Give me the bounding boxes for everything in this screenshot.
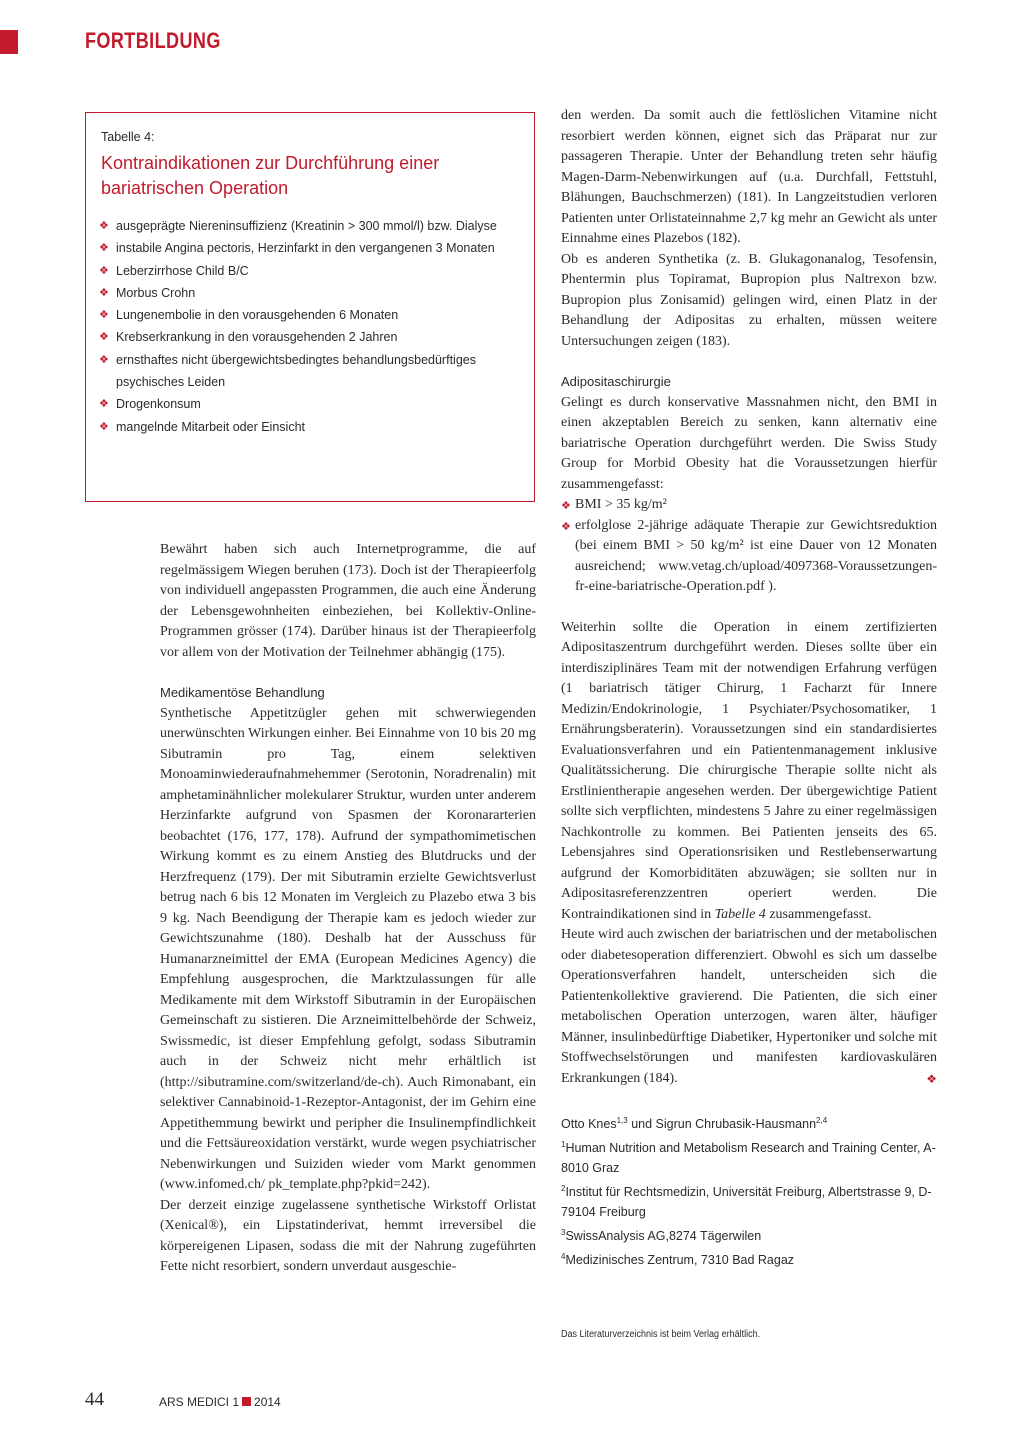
list-item — [561, 495, 937, 516]
subheading: Medikamentöse Behandlung — [160, 685, 325, 700]
paragraph — [561, 925, 937, 1089]
author-name: Otto Knes — [561, 1117, 617, 1132]
author-block — [561, 1111, 937, 1270]
subheading: Adipositaschirurgie — [561, 374, 671, 389]
table-list-item — [99, 260, 519, 282]
journal-year: 2014 — [254, 1395, 281, 1409]
author-names — [561, 1111, 937, 1135]
table-list-item-text: Krebserkrankung in den vorausgehenden 2 Jahren — [116, 330, 398, 345]
affiliation-number: 4 — [561, 1251, 566, 1261]
table-list-item-text: Lungenembolie in den vorausgehenden 6 Monaten — [116, 308, 399, 323]
affiliation-text: Institut für Rechtsmedizin, Universität Freiburg, Albertstrasse 9, D-79104 Freiburg — [561, 1184, 932, 1220]
diamond-bullet-icon: ❖ — [561, 520, 571, 533]
literature-note: Das Literaturverzeichnis ist beim Verlag erhältlich. — [561, 1329, 761, 1340]
page-number: 44 — [85, 1389, 104, 1410]
table-list-item-text: Drogenkonsum — [116, 397, 201, 412]
journal-name: ARS MEDICI 1 — [159, 1395, 240, 1409]
table-list-item-text: mangelnde Mitarbeit oder Einsicht — [116, 419, 305, 434]
affiliation-marker: 2,4 — [816, 1116, 828, 1125]
paragraph-text: zusammengefasst. — [765, 906, 872, 922]
affiliation-number: 2 — [561, 1183, 566, 1193]
diamond-bullet-icon: ❖ — [561, 500, 571, 512]
affiliation-text: Human Nutrition and Metabolism Research and Training Center, A-8010 Graz — [561, 1140, 936, 1176]
table-list-item-text: Leberzirrhose Child B/C — [116, 263, 249, 278]
table-list-item-text: instabile Angina pectoris, Herzinfarkt in den vergangenen 3 Monaten — [116, 241, 495, 256]
affiliation — [561, 1135, 937, 1179]
table-list-item — [99, 416, 519, 438]
table-box — [85, 112, 535, 502]
paragraph: Gelingt es durch konservative Massnahmen nicht, den BMI in einen akzeptablen Bereich zu senken, kann alternativ eine bariatrische Operation durchgeführt werden. Die Swiss Study Group for Morbid Obesity hat die Voraussetzungen hierfür zusammengefasst: — [561, 394, 937, 492]
table-list-item — [99, 237, 519, 259]
diamond-bullet-icon: ❖ — [99, 420, 109, 433]
table-list-item — [99, 393, 519, 415]
diamond-bullet-icon: ❖ — [99, 286, 109, 299]
diamond-bullet-icon: ❖ — [99, 353, 109, 366]
diamond-bullet-icon: ❖ — [99, 220, 109, 232]
table-list-item-text: Morbus Crohn — [116, 285, 196, 300]
paragraph — [561, 618, 937, 926]
list-item-text: erfolglose 2-jährige adäquate Therapie zur Gewichtsreduktion (bei einem BMI > 50 kg/m² ist eine Dauer von 12 Monaten ausreichend; www.vetag.ch/upload/4097368-Voraussetzungen-fr-eine-bariatrische-Operation.pdf ). — [575, 517, 937, 594]
table-reference: Tabelle 4 — [714, 906, 766, 922]
table-list — [99, 215, 519, 438]
affiliation-text: SwissAnalysis AG,8274 Tägerwilen — [565, 1229, 762, 1244]
diamond-bullet-icon: ❖ — [99, 398, 109, 411]
affiliation — [561, 1247, 937, 1271]
paragraph: Ob es anderen Synthetika (z. B. Glukagonanalog, Tesofensin, Phentermin plus Topiramat, Bupropion plus Naltrexon bzw. Bupropion plus Zonisamid) gelingen wird, einen Platz in der Behandlung der Adipositas zu erhalten, müssen weitere Untersuchungen zeigen (183). — [561, 251, 937, 349]
journal-footer — [159, 1395, 281, 1409]
table-title: Kontraindikationen zur Durchführung einer bariatrischen Operation — [101, 153, 440, 198]
table-list-item — [99, 349, 519, 394]
table-list-item — [99, 304, 519, 326]
table-list-item — [99, 282, 519, 304]
affiliation-number: 1 — [561, 1139, 566, 1149]
affiliation-text: Medizinisches Zentrum, 7310 Bad Ragaz — [565, 1252, 795, 1267]
list-item-text: BMI > 35 kg/m² — [575, 497, 667, 512]
table-list-item — [99, 326, 519, 348]
paragraph: Synthetische Appetitzügler gehen mit schwerwiegenden unerwünschten Wirkungen einher. Bei Einnahme von 10 bis 20 mg Sibutramin pro Tag, einem selektiven Monoaminwiederaufnahmehemmer (Serotonin, Noradrenalin) mit amphetaminähnlicher molekularer Struktur, wurden unter anderem Herzinfarkte aufgrund von Spasmen der Koronararterien beobachtet (176, 177, 178). Aufrund der sympathomimetischen Wirkung kommt es zu einem Anstieg des Blutdrucks und der Herzfrequenz (179). Der mit Sibutramin erzielte Gewichtsverlust betrug nach 6 bis 12 Monaten im Vergleich zu Plazebo etwa 3 bis 9 kg. Nach Beendigung der Therapie kam es jedoch wieder zur Gewichtszunahme (180). Deshalb hat der Ausschuss für Humanarzneimittel der EMA (European Medicines Agency) die Empfehlung ausgesprochen, die Marktzulassungen für alle Medikamente mit dem Wirkstoff Sibutramin in der Europäischen Gemeinschaft zu sistieren. Die Arzneimittelbehörde der Schweiz, Swissmedic, ist dieser Empfehlung gefolgt, sodass Sibutramin auch in der Schweiz nicht mehr erhältlich ist (http://sibutramine.com/switzerland/de-ch). Auch Rimonabant, ein selektiver Cannabinoid-1-Rezeptor-Antagonist, der im Gehirn eine Appetithemmung bewirkt und peripher die Insulinempfindlichkeit und die Fettsäureoxidation verstärkt, wurde wegen psychiatrischer Nebenwirkungen und Suiziden wieder vom Markt genommen (www.infomed.ch/ pk_template.php?pkid=242). — [160, 705, 536, 1192]
table-label: Tabelle 4: — [101, 130, 155, 144]
square-separator-icon — [242, 1397, 251, 1406]
left-column — [160, 540, 536, 1278]
author-name: Sigrun Chrubasik-Hausmann — [655, 1117, 817, 1132]
affiliation-number: 3 — [561, 1227, 566, 1237]
paragraph: Der derzeit einzige zugelassene synthetische Wirkstoff Orlistat (Xenical®), ein Lipstatinderivat, hemmt irreversibel die körpereigenen Lipasen, sodass die mit der Nahrung zugeführten Fette nicht resorbiert, sondern unverdaut ausgeschie- — [160, 1197, 536, 1274]
affiliation — [561, 1223, 937, 1247]
table-list-item-text: ernsthaftes nicht übergewichtsbedingtes behandlungsbedürftiges psychisches Leiden — [116, 352, 476, 390]
diamond-bullet-icon: ❖ — [99, 242, 109, 255]
diamond-bullet-icon: ❖ — [99, 331, 109, 344]
section-color-bar — [0, 30, 18, 54]
right-column — [561, 106, 937, 1270]
diamond-bullet-icon: ❖ — [99, 264, 109, 277]
paragraph: Bewährt haben sich auch Internetprogramme, die auf regelmässigem Wiegen beruhen (173). Doch ist der Therapieerfolg von individuell angepassten Programmen, die auch eine Änderung der Lebensgewohnheiten einbeziehen, bei Kollektiv-Online-Programmen grösser (174). Darüber hinaus ist der Therapieerfolg vor allem von der Motivation der Teilnehmer abhängig (175). — [160, 542, 536, 660]
author-joiner: und — [627, 1117, 656, 1132]
paragraph-text: Weiterhin sollte die Operation in einem zertifizierten Adipositaszentrum durchgeführt werden. Dieses sollte über ein interdisziplinäres Team mit der notwendigen Erfahrung verfügen (1 bariatrisch tätiger Chirurg, 1 Facharzt für Innere Medizin/Endokrinologie, 1 Psychiater/Psychosomatiker, 1 Ernährungsberaterin). Voraussetzungen sind ein standardisiertes Evaluationsverfahren und ein Patientenmanagement inklusive Qualitätssicherung. Die chirurgische Therapie sollte nicht als Erstlinientherapie angesehen werden. Der übergewichtige Patient sollte sich verpflichten, mindestens 5 Jahre zu einer regelmässigen Nachkontrolle zu kommen. Bei Patienten jenseits des 65. Lebensjahres sind Operationsrisiken und Restlebenserwartung aufgrund der Komorbiditäten abzuwägen; sie sollten nur in Adipositasreferenzzentren operiert werden. Die Kontraindikationen sind in — [561, 619, 937, 922]
paragraph-text: Heute wird auch zwischen der bariatrischen und der metabolischen oder diabetesoperation differenziert. Obwohl es sich um dasselbe Operationsverfahren handelt, unterscheiden sich die Patientenkollektive gravierend. Die Patienten, die sich einer metabolischen Operation unterzogen, waren älter, häufiger Männer, insulinbedürftige Diabetiker, Hypertoniker und solche mit Stoffwechselstörungen und manifesten kardiovaskulären Erkrankungen (184). — [561, 927, 937, 1086]
end-of-article-icon: ❖ — [926, 1071, 937, 1086]
table-list-item-text: ausgeprägte Niereninsuffizienz (Kreatinin > 300 mmol/l) bzw. Dialyse — [116, 219, 497, 233]
affiliation — [561, 1179, 937, 1223]
affiliation-marker: 1,3 — [616, 1116, 628, 1125]
paragraph: den werden. Da somit auch die fettlöslichen Vitamine nicht resorbiert werden können, eignet sich das Präparat nur zur passageren Therapie. Unter der Behandlung treten sehr häufig Magen-Darm-Nebenwirkungen auf (u.a. Durchfall, Fettstuhl, Blähungen, Bauchschmerzen) (181). In Langzeitstudien verloren Patienten unter Orlistateinnahme 2,7 kg mehr an Gewicht als unter Einnahme eines Plazebos (182). — [561, 108, 937, 246]
diamond-bullet-icon: ❖ — [99, 309, 109, 322]
table-list-item — [99, 215, 519, 237]
list-item — [561, 516, 937, 598]
section-title: FORTBILDUNG — [85, 28, 221, 53]
